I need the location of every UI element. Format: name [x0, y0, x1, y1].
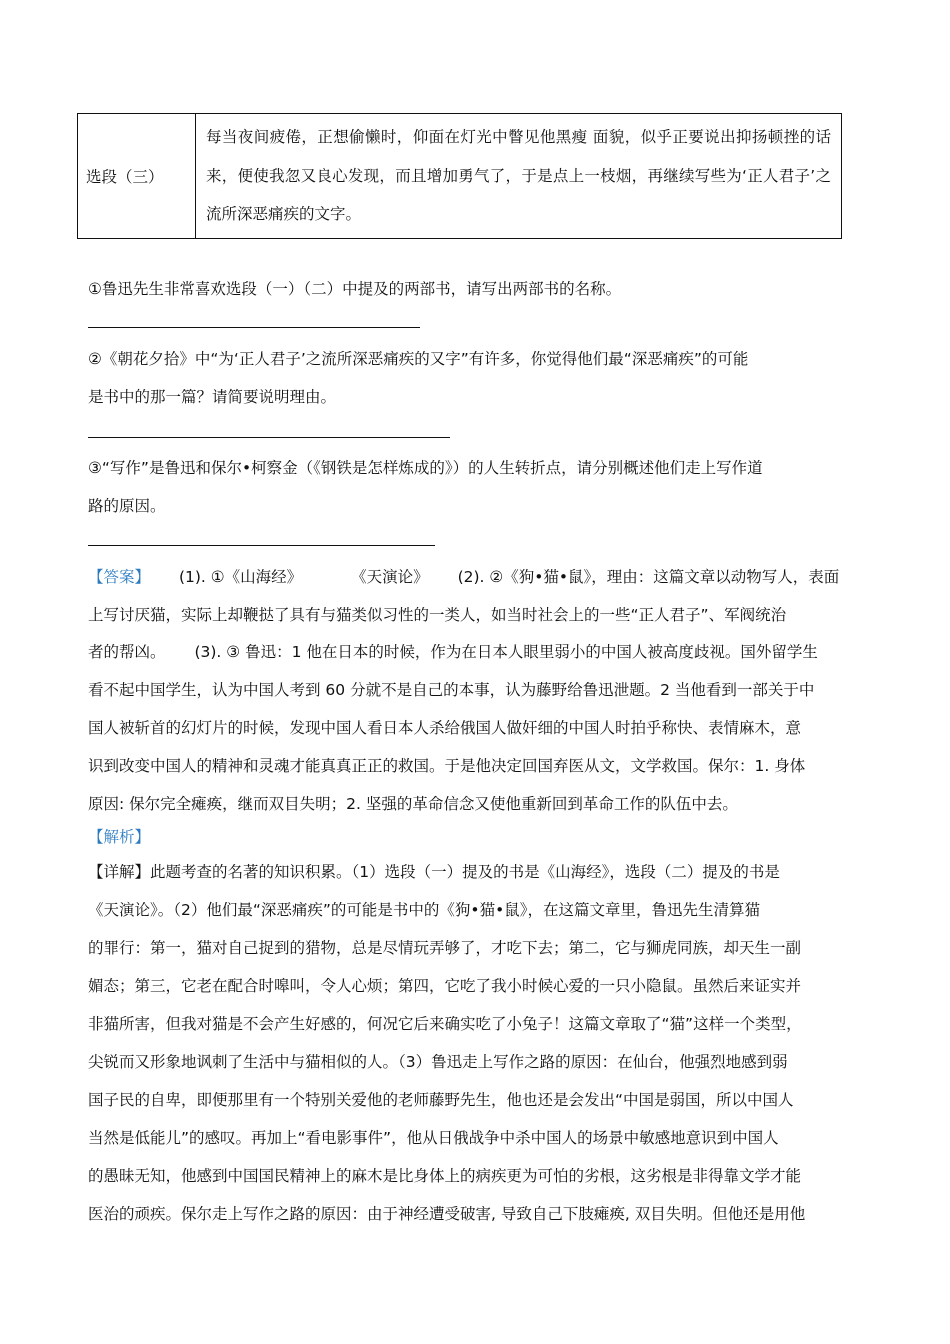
question-2-line-2: 是书中的那一篇？请简要说明理由。: [88, 388, 337, 406]
answer-line-3: [88, 641, 863, 663]
answer-part-3a: 者的帮凶。: [88, 643, 166, 661]
excerpt-label: 选段（三）: [78, 114, 196, 239]
answer-line-7: 原因: 保尔完全瘫痪，继而双目失明；2. 坚强的革命信念又使他重新回到革命工作的队伍中去。: [88, 795, 738, 813]
analysis-line-8: 当然是低能儿”的感叹。再加上“看电影事件”，他从日俄战争中杀中国人的场景中敏感地意识到中国人: [88, 1129, 779, 1147]
answer-line-4: 看不起中国学生，认为中国人考到 60 分就不是自己的本事，认为藤野给鲁迅泄题。2 当他看到一部关于中: [88, 681, 815, 699]
analysis-line-3: 的罪行：第一，猫对自己捉到的猎物，总是尽情玩弄够了，才吃下去；第二，它与狮虎同族，却天生一副: [88, 939, 802, 957]
answer-line-1: [88, 566, 863, 588]
answer-part-1a: (1). ①《山海经》: [178, 568, 303, 586]
answer-line-5: 国人被斩首的幻灯片的时候，发现中国人看日本人杀给俄国人做奸细的中国人时拍乎称快、表情麻木，意: [88, 719, 802, 737]
excerpt-content: 每当夜间疲倦，正想偷懒时，仰面在灯光中瞥见他黑瘦 面貌，似乎正要说出抑扬顿挫的话来，便使我忽又良心发现，而且增加勇气了，于是点上一枝烟，再继续写些为‘正人君子’之流所深恶痛疾的文字。: [196, 114, 842, 239]
analysis-line-4: 媚态；第三，它老在配合时嗥叫，令人心烦；第四，它吃了我小时候心爱的一只小隐鼠。虽然后来证实并: [88, 977, 802, 995]
answer-blank-2: [88, 437, 450, 438]
analysis-line-2: 《天演论》。（2）他们最“深恶痛疾”的可能是书中的《狗•猫•鼠》，在这篇文章里，鲁迅先生清算猫: [88, 901, 760, 919]
answer-blank-3: [88, 545, 435, 546]
question-1: ①鲁迅先生非常喜欢选段（一）（二）中提及的两部书，请写出两部书的名称。: [88, 280, 622, 298]
answer-part-1b: 《天演论》: [351, 568, 429, 586]
analysis-line-5: 非猫所害，但我对猫是不会产生好感的，何况它后来确实吃了小兔子！这篇文章取了“猫”这样一个类型，: [88, 1015, 802, 1033]
analysis-line-1: 【详解】此题考查的名著的知识积累。（1）选段（一）提及的书是《山海经》，选段（二）提及的书是: [88, 863, 780, 881]
answer-tag: 【答案】: [88, 568, 151, 586]
analysis-tag-line: [88, 826, 863, 848]
analysis-line-7: 国子民的自卑，即便那里有一个特别关爱他的老师藤野先生，他也还是会发出“中国是弱国，所以中国人: [88, 1091, 794, 1109]
analysis-line-6: 尖锐而又形象地讽刺了生活中与猫相似的人。（3）鲁迅走上写作之路的原因：在仙台，他强烈地感到弱: [88, 1053, 788, 1071]
question-3-line-1: ③“写作”是鲁迅和保尔•柯察金（《钢铁是怎样炼成的》）的人生转折点，请分别概述他们走上写作道: [88, 459, 763, 477]
answer-blank-1: [88, 327, 420, 328]
question-2-line-1: ②《朝花夕拾》中“为‘正人君子’之流所深恶痛疾的又字”有许多，你觉得他们最“深恶痛疾”的可能: [88, 350, 749, 368]
table-row: [78, 114, 842, 239]
question-3-line-2: 路的原因。: [88, 497, 166, 515]
answer-part-1c: (2). ②《狗•猫•鼠》，理由：这篇文章以动物写人，表面: [457, 568, 840, 586]
excerpt-table: [77, 113, 842, 239]
analysis-tag: 【解析】: [88, 828, 151, 846]
answer-line-6: 识到改变中国人的精神和灵魂才能真真正正的救国。于是他决定回国弃医从文，文学救国。保尔：1. 身体: [88, 757, 806, 775]
analysis-line-9: 的愚昧无知，他感到中国国民精神上的麻木是比身体上的病疾更为可怕的劣根，这劣根是非得靠文学才能: [88, 1167, 802, 1185]
answer-part-3b: (3). ③ 鲁迅：1 他在日本的时候，作为在日本人眼里弱小的中国人被高度歧视。国外留学生: [194, 643, 818, 661]
answer-line-2: 上写讨厌猫，实际上却鞭挞了具有与猫类似习性的一类人，如当时社会上的一些“正人君子”、军阀统治: [88, 606, 787, 624]
analysis-line-10: 医治的顽疾。保尔走上写作之路的原因：由于神经遭受破害, 导致自己下肢瘫痪, 双目失明。但他还是用他: [88, 1205, 806, 1223]
